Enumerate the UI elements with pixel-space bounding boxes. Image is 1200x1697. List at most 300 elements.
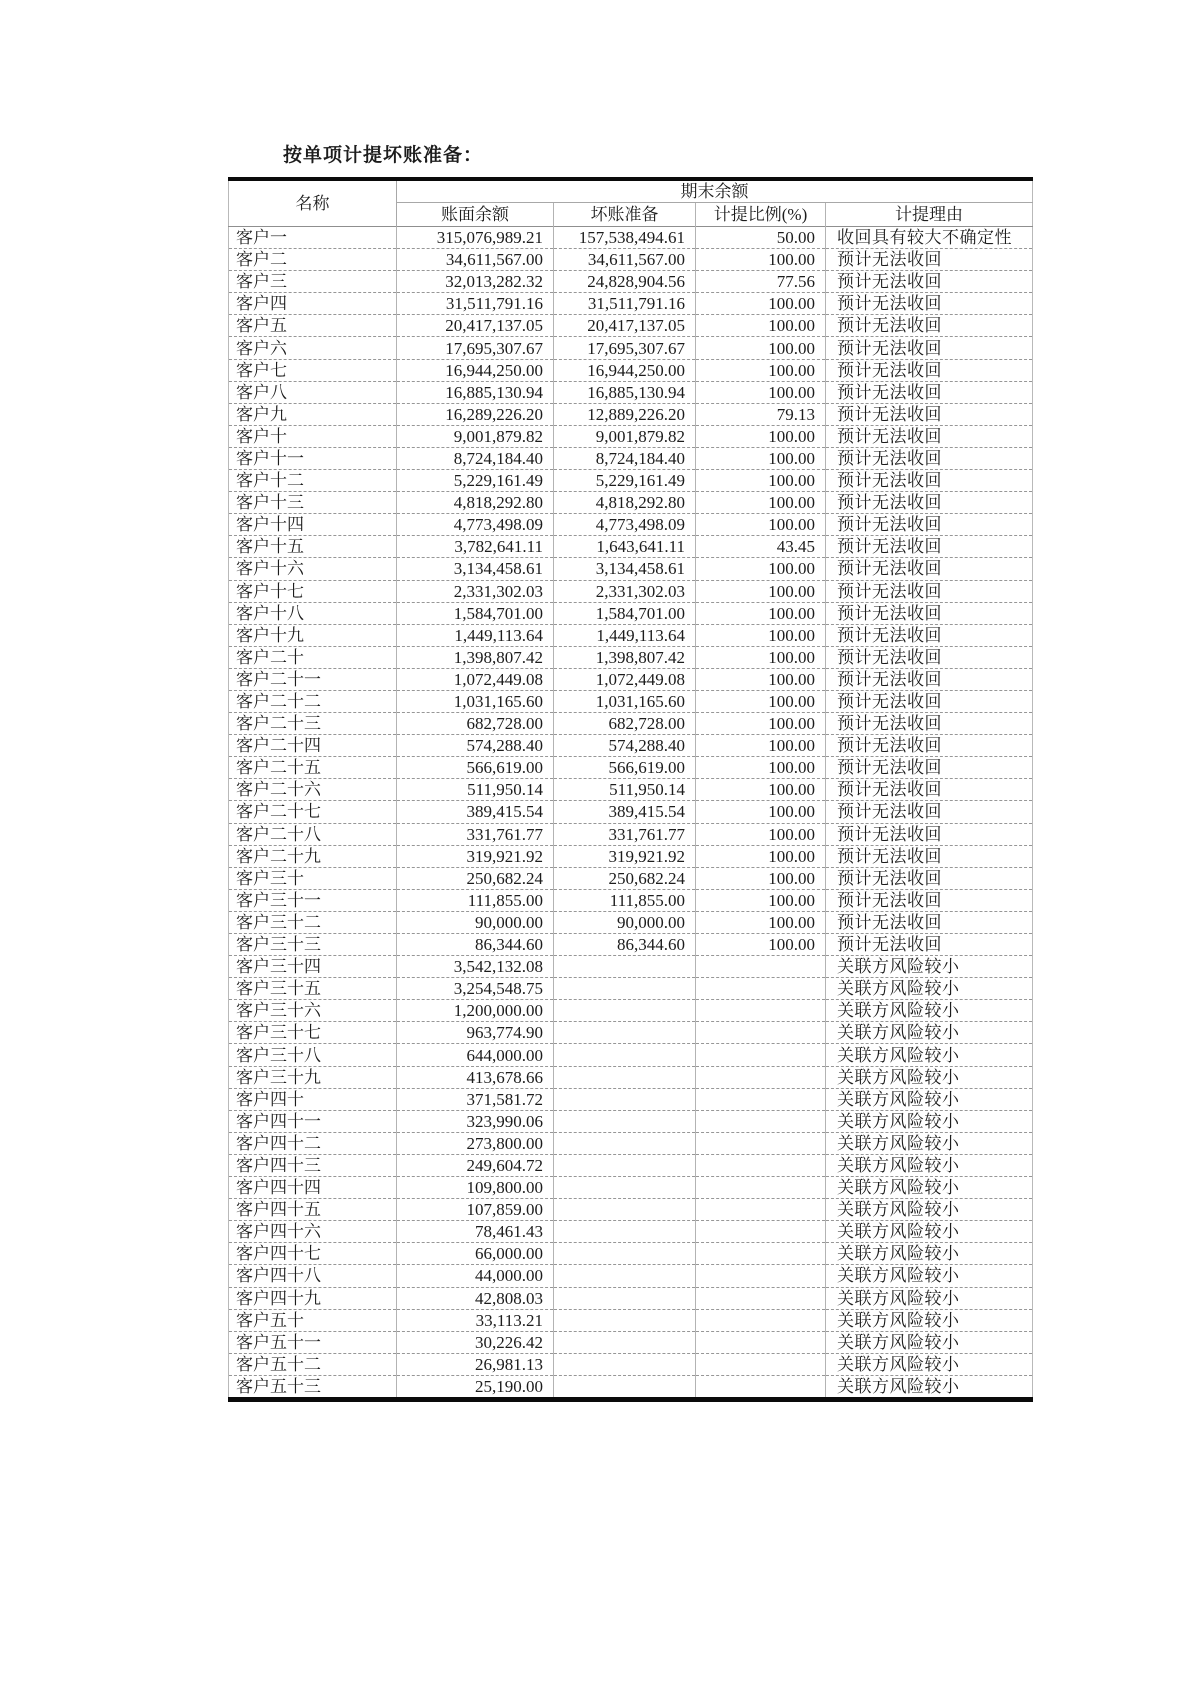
reason-cell: 预计无法收回 [826,624,1033,646]
table-row [229,1265,1033,1287]
reason-cell: 收回具有较大不确定性 [826,227,1033,249]
book-balance-cell: 644,000.00 [397,1044,554,1066]
customer-name-cell: 客户十五 [229,536,397,558]
table-row [229,470,1033,492]
ratio-cell: 100.00 [696,602,826,624]
ratio-cell: 100.00 [696,757,826,779]
book-balance-cell: 8,724,184.40 [397,447,554,469]
customer-name-cell: 客户三十 [229,867,397,889]
table-row [229,1221,1033,1243]
customer-name-cell: 客户四十五 [229,1199,397,1221]
table-row [229,1110,1033,1132]
ratio-cell: 100.00 [696,845,826,867]
reason-cell: 预计无法收回 [826,646,1033,668]
provision-cell: 16,885,130.94 [554,381,696,403]
book-balance-cell: 32,013,282.32 [397,271,554,293]
reason-cell: 预计无法收回 [826,293,1033,315]
book-balance-cell: 323,990.06 [397,1110,554,1132]
reason-cell: 关联方风险较小 [826,1375,1033,1399]
book-balance-cell: 25,190.00 [397,1375,554,1399]
customer-name-cell: 客户四十一 [229,1110,397,1132]
customer-name-cell: 客户二十五 [229,757,397,779]
provision-cell: 2,331,302.03 [554,580,696,602]
table-row [229,1000,1033,1022]
provision-cell: 1,072,449.08 [554,668,696,690]
table-row [229,889,1033,911]
book-balance-cell: 1,072,449.08 [397,668,554,690]
reason-cell: 预计无法收回 [826,337,1033,359]
provision-cell [554,1199,696,1221]
book-balance-cell: 3,134,458.61 [397,558,554,580]
reason-cell: 预计无法收回 [826,801,1033,823]
book-balance-cell: 16,885,130.94 [397,381,554,403]
reason-cell: 预计无法收回 [826,403,1033,425]
provision-cell [554,1265,696,1287]
book-balance-cell: 16,944,250.00 [397,359,554,381]
ratio-cell [696,1243,826,1265]
provision-cell: 1,643,641.11 [554,536,696,558]
provision-cell: 157,538,494.61 [554,227,696,249]
ratio-cell: 100.00 [696,470,826,492]
table-row [229,1309,1033,1331]
bad-debt-provision-table [228,177,1033,1402]
customer-name-cell: 客户八 [229,381,397,403]
ratio-cell [696,1221,826,1243]
reason-cell: 预计无法收回 [826,271,1033,293]
provision-cell [554,1154,696,1176]
table-row [229,1044,1033,1066]
ratio-cell [696,1287,826,1309]
reason-cell: 预计无法收回 [826,757,1033,779]
table-row [229,1088,1033,1110]
reason-cell: 关联方风险较小 [826,1132,1033,1154]
ratio-cell: 50.00 [696,227,826,249]
table-row [229,1375,1033,1399]
customer-name-cell: 客户五 [229,315,397,337]
customer-name-cell: 客户四十 [229,1088,397,1110]
ratio-cell: 100.00 [696,337,826,359]
table-row [229,381,1033,403]
document-content [228,140,1032,1402]
book-balance-cell: 315,076,989.21 [397,227,554,249]
book-balance-cell: 1,449,113.64 [397,624,554,646]
table-row [229,823,1033,845]
book-balance-cell: 3,254,548.75 [397,978,554,1000]
ratio-cell: 100.00 [696,315,826,337]
customer-name-cell: 客户十七 [229,580,397,602]
table-row [229,447,1033,469]
customer-name-cell: 客户三十一 [229,889,397,911]
table-row [229,646,1033,668]
provision-cell: 1,584,701.00 [554,602,696,624]
table-row [229,1287,1033,1309]
customer-name-cell: 客户二十六 [229,779,397,801]
reason-cell: 预计无法收回 [826,359,1033,381]
customer-name-cell: 客户四 [229,293,397,315]
reason-cell: 关联方风险较小 [826,1309,1033,1331]
provision-cell [554,1110,696,1132]
reason-cell: 预计无法收回 [826,735,1033,757]
ratio-cell: 100.00 [696,911,826,933]
reason-cell: 预计无法收回 [826,690,1033,712]
table-row [229,1154,1033,1176]
table-body [229,227,1033,1400]
customer-name-cell: 客户三 [229,271,397,293]
provision-cell: 682,728.00 [554,713,696,735]
book-balance-cell: 44,000.00 [397,1265,554,1287]
provision-cell: 389,415.54 [554,801,696,823]
book-balance-cell: 26,981.13 [397,1353,554,1375]
book-balance-cell: 4,818,292.80 [397,492,554,514]
book-balance-cell: 42,808.03 [397,1287,554,1309]
ratio-cell [696,1022,826,1044]
customer-name-cell: 客户五十一 [229,1331,397,1353]
ratio-cell: 100.00 [696,425,826,447]
table-row [229,271,1033,293]
table-row [229,735,1033,757]
reason-cell: 关联方风险较小 [826,1331,1033,1353]
table-row [229,1177,1033,1199]
customer-name-cell: 客户二 [229,249,397,271]
table-row [229,956,1033,978]
provision-cell [554,1375,696,1399]
reason-cell: 关联方风险较小 [826,1044,1033,1066]
book-balance-cell: 682,728.00 [397,713,554,735]
provision-cell: 86,344.60 [554,934,696,956]
header-book-balance: 账面余额 [397,203,554,227]
customer-name-cell: 客户七 [229,359,397,381]
table-row [229,934,1033,956]
ratio-cell: 100.00 [696,359,826,381]
customer-name-cell: 客户四十七 [229,1243,397,1265]
provision-cell [554,1132,696,1154]
customer-name-cell: 客户十九 [229,624,397,646]
ratio-cell: 100.00 [696,690,826,712]
ratio-cell: 100.00 [696,249,826,271]
customer-name-cell: 客户四十四 [229,1177,397,1199]
table-row [229,845,1033,867]
customer-name-cell: 客户十 [229,425,397,447]
book-balance-cell: 389,415.54 [397,801,554,823]
table-row [229,514,1033,536]
reason-cell: 预计无法收回 [826,867,1033,889]
table-row [229,1353,1033,1375]
reason-cell: 关联方风险较小 [826,1221,1033,1243]
reason-cell: 关联方风险较小 [826,978,1033,1000]
table-row [229,690,1033,712]
table-row [229,227,1033,249]
provision-cell [554,1287,696,1309]
ratio-cell [696,1088,826,1110]
reason-cell: 预计无法收回 [826,889,1033,911]
table-row [229,911,1033,933]
table-row [229,668,1033,690]
customer-name-cell: 客户五十 [229,1309,397,1331]
provision-cell [554,1243,696,1265]
table-header [229,179,1033,227]
customer-name-cell: 客户二十七 [229,801,397,823]
reason-cell: 关联方风险较小 [826,1177,1033,1199]
customer-name-cell: 客户四十九 [229,1287,397,1309]
book-balance-cell: 16,289,226.20 [397,403,554,425]
section-title: 按单项计提坏账准备： [283,145,484,166]
book-balance-cell: 66,000.00 [397,1243,554,1265]
book-balance-cell: 78,461.43 [397,1221,554,1243]
provision-cell [554,1331,696,1353]
customer-name-cell: 客户三十四 [229,956,397,978]
table-row [229,249,1033,271]
customer-name-cell: 客户二十四 [229,735,397,757]
customer-name-cell: 客户十二 [229,470,397,492]
book-balance-cell: 5,229,161.49 [397,470,554,492]
table-row [229,978,1033,1000]
customer-name-cell: 客户十一 [229,447,397,469]
book-balance-cell: 331,761.77 [397,823,554,845]
reason-cell: 预计无法收回 [826,934,1033,956]
provision-cell [554,1044,696,1066]
provision-cell: 31,511,791.16 [554,293,696,315]
table-row [229,492,1033,514]
reason-cell: 预计无法收回 [826,425,1033,447]
provision-cell [554,1309,696,1331]
book-balance-cell: 371,581.72 [397,1088,554,1110]
provision-cell [554,1088,696,1110]
header-provision-ratio: 计提比例(%) [696,203,826,227]
ratio-cell: 100.00 [696,735,826,757]
provision-cell: 331,761.77 [554,823,696,845]
reason-cell: 预计无法收回 [826,911,1033,933]
provision-cell: 1,031,165.60 [554,690,696,712]
reason-cell: 预计无法收回 [826,249,1033,271]
table-row [229,315,1033,337]
provision-cell: 1,398,807.42 [554,646,696,668]
reason-cell: 预计无法收回 [826,668,1033,690]
provision-cell: 4,773,498.09 [554,514,696,536]
book-balance-cell: 33,113.21 [397,1309,554,1331]
reason-cell: 预计无法收回 [826,713,1033,735]
book-balance-cell: 90,000.00 [397,911,554,933]
ratio-cell [696,1154,826,1176]
ratio-cell [696,1110,826,1132]
ratio-cell: 100.00 [696,381,826,403]
book-balance-cell: 20,417,137.05 [397,315,554,337]
ratio-cell: 100.00 [696,668,826,690]
book-balance-cell: 963,774.90 [397,1022,554,1044]
ratio-cell: 100.00 [696,514,826,536]
book-balance-cell: 1,398,807.42 [397,646,554,668]
header-name: 名称 [229,179,397,227]
ratio-cell: 100.00 [696,713,826,735]
book-balance-cell: 1,031,165.60 [397,690,554,712]
table-row [229,558,1033,580]
reason-cell: 关联方风险较小 [826,1000,1033,1022]
book-balance-cell: 9,001,879.82 [397,425,554,447]
provision-cell [554,956,696,978]
book-balance-cell: 2,331,302.03 [397,580,554,602]
ratio-cell [696,1331,826,1353]
book-balance-cell: 31,511,791.16 [397,293,554,315]
book-balance-cell: 3,782,641.11 [397,536,554,558]
customer-name-cell: 客户二十八 [229,823,397,845]
ratio-cell [696,1177,826,1199]
customer-name-cell: 客户四十二 [229,1132,397,1154]
ratio-cell [696,1132,826,1154]
customer-name-cell: 客户三十九 [229,1066,397,1088]
provision-cell [554,978,696,1000]
provision-cell: 12,889,226.20 [554,403,696,425]
reason-cell: 预计无法收回 [826,558,1033,580]
reason-cell: 预计无法收回 [826,315,1033,337]
book-balance-cell: 511,950.14 [397,779,554,801]
reason-cell: 关联方风险较小 [826,1110,1033,1132]
header-row-group [229,179,1033,203]
reason-cell: 关联方风险较小 [826,1243,1033,1265]
customer-name-cell: 客户五十三 [229,1375,397,1399]
customer-name-cell: 客户四十八 [229,1265,397,1287]
book-balance-cell: 413,678.66 [397,1066,554,1088]
ratio-cell: 100.00 [696,580,826,602]
book-balance-cell: 3,542,132.08 [397,956,554,978]
table-row [229,801,1033,823]
table-row [229,359,1033,381]
book-balance-cell: 107,859.00 [397,1199,554,1221]
ratio-cell: 100.00 [696,867,826,889]
reason-cell: 预计无法收回 [826,536,1033,558]
table-row [229,713,1033,735]
provision-cell: 4,818,292.80 [554,492,696,514]
provision-cell: 9,001,879.82 [554,425,696,447]
book-balance-cell: 319,921.92 [397,845,554,867]
customer-name-cell: 客户二十三 [229,713,397,735]
provision-cell: 566,619.00 [554,757,696,779]
reason-cell: 关联方风险较小 [826,1287,1033,1309]
table-row [229,403,1033,425]
customer-name-cell: 客户九 [229,403,397,425]
table-row [229,624,1033,646]
header-bad-debt-provision: 坏账准备 [554,203,696,227]
customer-name-cell: 客户二十一 [229,668,397,690]
reason-cell: 预计无法收回 [826,470,1033,492]
provision-cell: 511,950.14 [554,779,696,801]
reason-cell: 关联方风险较小 [826,1088,1033,1110]
ratio-cell [696,1199,826,1221]
ratio-cell [696,978,826,1000]
table-row [229,580,1033,602]
header-period-balance: 期末余额 [680,182,749,201]
ratio-cell: 100.00 [696,801,826,823]
book-balance-cell: 574,288.40 [397,735,554,757]
reason-cell: 预计无法收回 [826,823,1033,845]
table-row [229,602,1033,624]
provision-cell: 20,417,137.05 [554,315,696,337]
reason-cell: 关联方风险较小 [826,1353,1033,1375]
customer-name-cell: 客户三十六 [229,1000,397,1022]
ratio-cell: 100.00 [696,492,826,514]
customer-name-cell: 客户六 [229,337,397,359]
table-row [229,1066,1033,1088]
customer-name-cell: 客户三十七 [229,1022,397,1044]
book-balance-cell: 34,611,567.00 [397,249,554,271]
reason-cell: 关联方风险较小 [826,1199,1033,1221]
reason-cell: 预计无法收回 [826,845,1033,867]
book-balance-cell: 30,226.42 [397,1331,554,1353]
ratio-cell [696,1353,826,1375]
ratio-cell: 100.00 [696,779,826,801]
ratio-cell: 100.00 [696,558,826,580]
table-row [229,1331,1033,1353]
customer-name-cell: 客户十三 [229,492,397,514]
provision-cell: 1,449,113.64 [554,624,696,646]
ratio-cell: 100.00 [696,934,826,956]
book-balance-cell: 1,200,000.00 [397,1000,554,1022]
provision-cell: 90,000.00 [554,911,696,933]
customer-name-cell: 客户三十三 [229,934,397,956]
table-row [229,293,1033,315]
book-balance-cell: 111,855.00 [397,889,554,911]
book-balance-cell: 250,682.24 [397,867,554,889]
customer-name-cell: 客户十四 [229,514,397,536]
ratio-cell: 100.00 [696,624,826,646]
reason-cell: 预计无法收回 [826,447,1033,469]
reason-cell: 关联方风险较小 [826,1066,1033,1088]
reason-cell: 关联方风险较小 [826,956,1033,978]
reason-cell: 关联方风险较小 [826,1265,1033,1287]
provision-cell [554,1066,696,1088]
table-row [229,1022,1033,1044]
ratio-cell: 77.56 [696,271,826,293]
provision-cell [554,1000,696,1022]
provision-cell [554,1177,696,1199]
customer-name-cell: 客户四十六 [229,1221,397,1243]
ratio-cell [696,1066,826,1088]
ratio-cell: 100.00 [696,293,826,315]
book-balance-cell: 566,619.00 [397,757,554,779]
reason-cell: 预计无法收回 [826,381,1033,403]
table-row [229,757,1033,779]
reason-cell: 关联方风险较小 [826,1022,1033,1044]
ratio-cell [696,1309,826,1331]
customer-name-cell: 客户二十 [229,646,397,668]
customer-name-cell: 客户一 [229,227,397,249]
reason-cell: 关联方风险较小 [826,1154,1033,1176]
reason-cell: 预计无法收回 [826,580,1033,602]
ratio-cell [696,1265,826,1287]
ratio-cell: 100.00 [696,447,826,469]
provision-cell: 574,288.40 [554,735,696,757]
book-balance-cell: 1,584,701.00 [397,602,554,624]
provision-cell: 16,944,250.00 [554,359,696,381]
provision-cell: 3,134,458.61 [554,558,696,580]
provision-cell: 5,229,161.49 [554,470,696,492]
header-provision-reason: 计提理由 [826,203,1033,227]
provision-cell [554,1022,696,1044]
customer-name-cell: 客户四十三 [229,1154,397,1176]
ratio-cell: 43.45 [696,536,826,558]
reason-cell: 预计无法收回 [826,514,1033,536]
provision-cell: 319,921.92 [554,845,696,867]
table-row [229,779,1033,801]
book-balance-cell: 273,800.00 [397,1132,554,1154]
reason-cell: 预计无法收回 [826,492,1033,514]
provision-cell [554,1221,696,1243]
ratio-cell [696,956,826,978]
table-row [229,1243,1033,1265]
customer-name-cell: 客户二十九 [229,845,397,867]
ratio-cell: 100.00 [696,823,826,845]
table-row [229,1199,1033,1221]
book-balance-cell: 249,604.72 [397,1154,554,1176]
provision-cell [554,1353,696,1375]
